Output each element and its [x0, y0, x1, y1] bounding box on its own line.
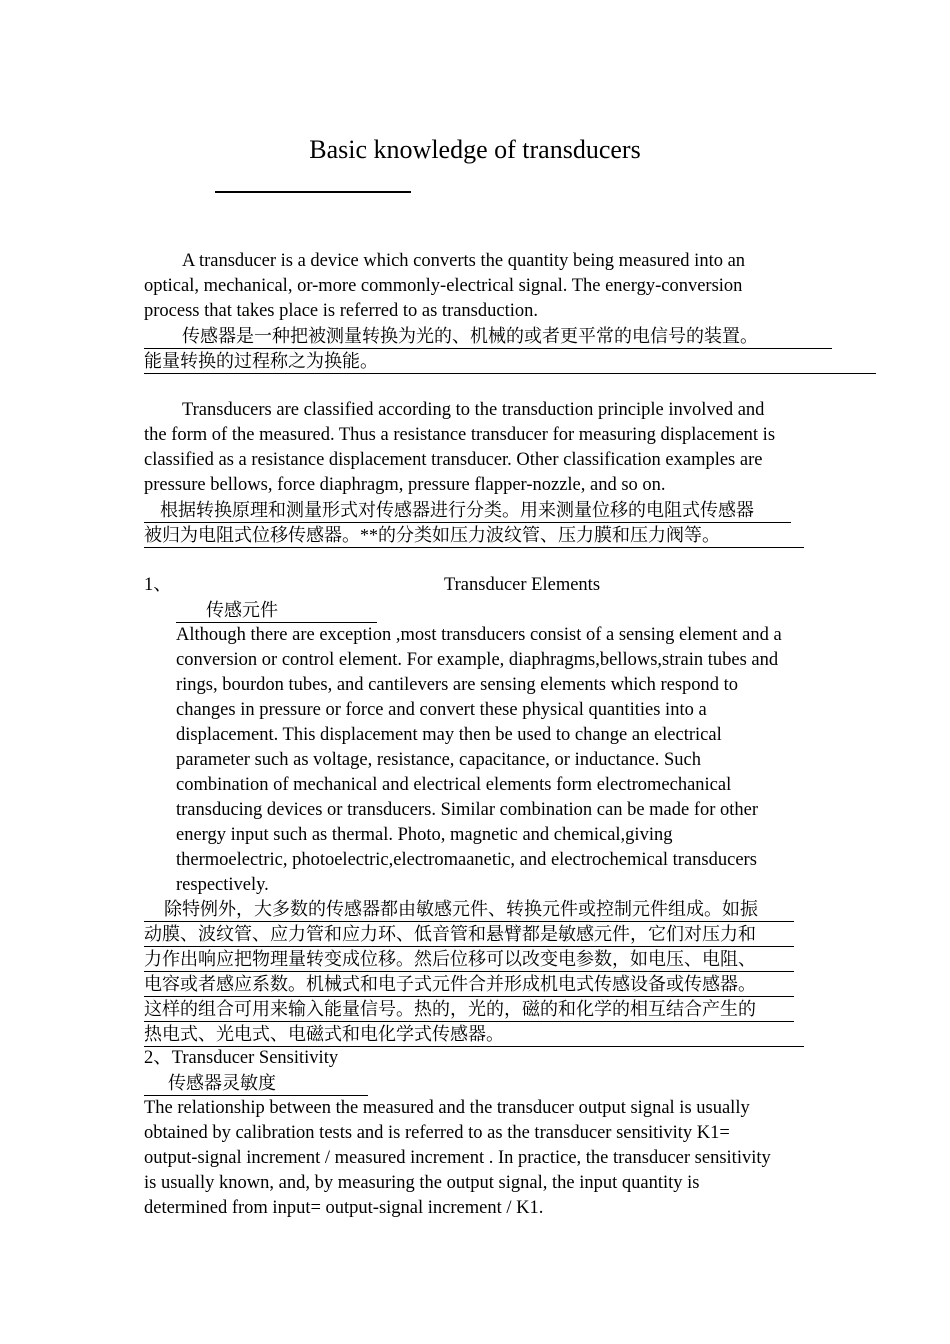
translation-line: 热电式、光电式、电磁式和电化学式传感器。 [144, 1022, 804, 1047]
text-line: conversion or control element. For example, diaphragms,bellows,strain tubes and [176, 650, 779, 670]
text-line: the form of the measured. Thus a resistance transducer for measuring displacement is [144, 425, 776, 445]
section1-translation [144, 897, 804, 1047]
text-line: rings, bourdon tubes, and cantilevers are sensing elements which respond to [176, 675, 739, 695]
text-line: process that takes place is referred to as transduction. [144, 301, 539, 321]
translation-line: 力作出响应把物理量转变成位移。然后位移可以改变电参数，如电压、电阻、 [144, 947, 794, 972]
translation-line: 传感器是一种把被测量转换为光的、机械的或者更平常的电信号的装置。 [144, 324, 832, 349]
translation-line: 根据转换原理和测量形式对传感器进行分类。用来测量位移的电阻式传感器 [144, 498, 791, 523]
title-underline [215, 191, 411, 193]
text-line: optical, mechanical, or-more commonly-electrical signal. The energy-conversion [144, 276, 743, 296]
section1-paragraph [176, 623, 782, 898]
section1-number: 1、 [144, 575, 172, 595]
section2-heading: 2、Transducer Sensitivity [144, 1048, 339, 1068]
text-line: output-signal increment / measured increment . In practice, the transducer sensitivity [144, 1148, 771, 1168]
intro-translation [144, 324, 876, 374]
text-line: pressure bellows, force diaphragm, pressure flapper-nozzle, and so on. [144, 475, 666, 495]
translation-line: 电容或者感应系数。机械式和电子式元件合并形成机电式传感设备或传感器。 [144, 972, 794, 997]
section1-heading: Transducer Elements [444, 575, 601, 595]
text-line: displacement. This displacement may then be used to change an electrical [176, 725, 722, 745]
translation-line: 这样的组合可用来输入能量信号。热的，光的，磁的和化学的相互结合产生的 [144, 997, 794, 1022]
text-line: determined from input= output-signal increment / K1. [144, 1198, 544, 1218]
translation-line: 动膜、波纹管、应力管和应力环、低音管和悬臂都是敏感元件，它们对压力和 [144, 922, 794, 947]
text-line: parameter such as voltage, resistance, capacitance, or inductance. Such [176, 750, 701, 770]
text-line: changes in pressure or force and convert these physical quantities into a [176, 700, 707, 720]
translation-line: 能量转换的过程称之为换能。 [144, 349, 876, 374]
text-line: respectively. [176, 875, 269, 895]
classification-paragraph [144, 398, 775, 498]
text-line: A transducer is a device which converts the quantity being measured into an [182, 251, 746, 271]
text-line: thermoelectric, photoelectric,electromaanetic, and electrochemical transducers [176, 850, 757, 870]
section2-cn-heading: 传感器灵敏度 [144, 1071, 368, 1096]
text-line: transducing devices or transducers. Similar combination can be made for other [176, 800, 759, 820]
text-line: energy input such as thermal. Photo, magnetic and chemical,giving [176, 825, 673, 845]
text-line: is usually known, and, by measuring the output signal, the input quantity is [144, 1173, 700, 1193]
text-line: classified as a resistance displacement transducer. Other classification examples are [144, 450, 763, 470]
text-line: The relationship between the measured and the transducer output signal is usually [144, 1098, 750, 1118]
text-line: Although there are exception ,most transducers consist of a sensing element and a [176, 625, 782, 645]
translation-line: 除特例外，大多数的传感器都由敏感元件、转换元件或控制元件组成。如振 [144, 897, 794, 922]
section1-cn-heading: 传感元件 [176, 598, 377, 623]
text-line: obtained by calibration tests and is referred to as the transducer sensitivity K1= [144, 1123, 730, 1143]
text-line: Transducers are classified according to the transduction principle involved and [182, 400, 765, 420]
section2-paragraph [144, 1096, 771, 1221]
intro-paragraph [144, 249, 745, 324]
classification-translation [144, 498, 804, 548]
text-line: combination of mechanical and electrical elements form electromechanical [176, 775, 732, 795]
page-title: Basic knowledge of transducers [309, 135, 641, 164]
translation-line: 被归为电阻式位移传感器。**的分类如压力波纹管、压力膜和压力阀等。 [144, 523, 804, 548]
